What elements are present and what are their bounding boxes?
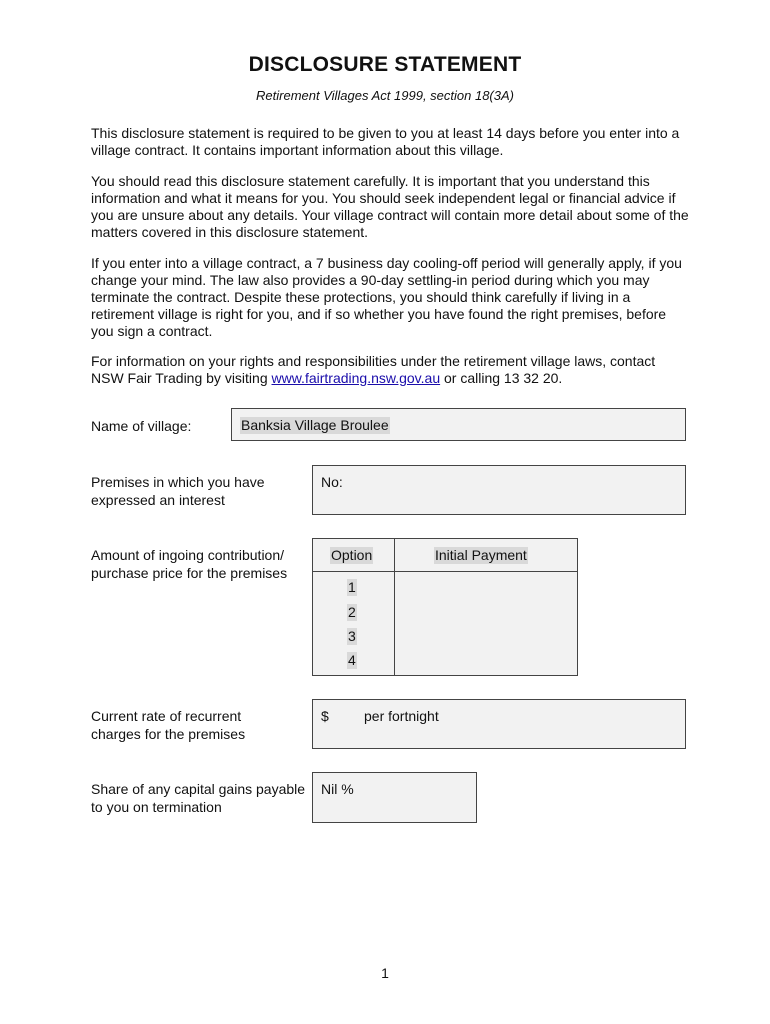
recurrent-charges-label: Current rate of recurrent charges for the premises (91, 708, 246, 742)
contact-paragraph (91, 353, 691, 387)
capital-gains-label: Share of any capital gains payable to you on termination (91, 781, 306, 815)
capital-gains-value: Nil % (321, 781, 354, 797)
cooling-off-paragraph: If you enter into a village contract, a 7 business day cooling-off period will generally apply, if you change your mind. The law also provides a 90-day settling-in period during which you may terminate the contract. Despite these protections, you should think carefully if living in a retirement village is right for you, and if so whether you have found the right premises, before you sign a contract. (91, 255, 682, 339)
premises-label: Premises in which you have expressed an interest (91, 474, 265, 508)
option-row-1: 1 (348, 579, 356, 595)
village-name-value: Banksia Village Broulee (241, 417, 389, 433)
capital-gains-field[interactable] (312, 772, 477, 823)
option-row-3: 3 (348, 628, 356, 644)
option-row-2: 2 (348, 604, 356, 620)
ingoing-price-table (312, 538, 578, 676)
document-subtitle: Retirement Villages Act 1999, section 18(3A) (256, 88, 514, 103)
page-number: 1 (381, 965, 389, 981)
initial-payment-column-header: Initial Payment (435, 547, 527, 563)
currency-symbol: $ (321, 708, 329, 724)
intro-paragraph: This disclosure statement is required to be given to you at least 14 days before you enter into a village contract. It contains important information about this village. (91, 125, 680, 158)
option-row-4: 4 (348, 652, 356, 668)
ingoing-label: Amount of ingoing contribution/ purchase price for the premises (91, 547, 288, 581)
contact-suffix: or calling 13 32 20. (440, 370, 563, 386)
option-column-header: Option (331, 547, 373, 563)
table-column-divider (394, 539, 395, 675)
document-title: DISCLOSURE STATEMENT (248, 53, 522, 76)
premises-field[interactable] (312, 465, 686, 515)
premises-value: No: (321, 474, 343, 490)
recurrent-charges-field[interactable] (312, 699, 686, 749)
fair-trading-link[interactable]: www.fairtrading.nsw.gov.au (271, 370, 441, 386)
village-name-field[interactable] (231, 408, 686, 441)
village-name-label: Name of village: (91, 418, 192, 434)
contact-prefix: For information on your rights and responsibilities under the retirement village laws, contact NSW Fair Trading by visiting (91, 353, 656, 386)
fortnight-unit: per fortnight (364, 708, 439, 724)
read-carefully-paragraph: You should read this disclosure statement carefully. It is important that you understand this information and what it means for you. You should seek independent legal or financial advice if you are unsure about any details. Your village contract will contain more detail about some of the matters covered in this disclosure statement. (91, 173, 689, 240)
table-header-divider (313, 571, 577, 572)
